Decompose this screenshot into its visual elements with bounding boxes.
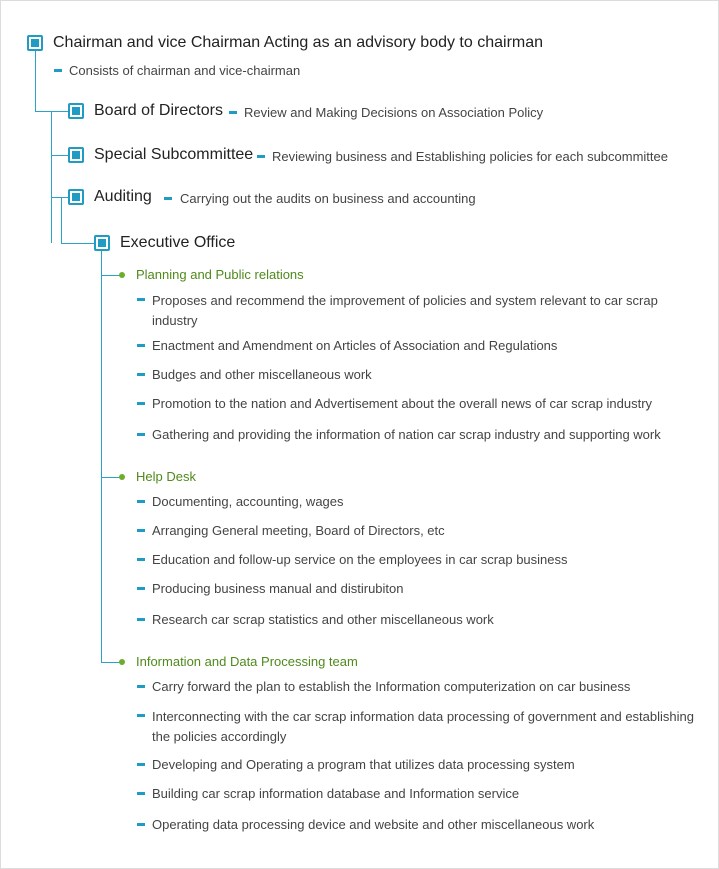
subcommittee-node-icon — [68, 147, 84, 163]
dash-icon — [137, 373, 145, 376]
dash-icon — [137, 618, 145, 621]
dash-icon — [137, 558, 145, 561]
team-item: Research car scrap statistics and other miscellaneous work — [152, 612, 494, 627]
subcommittee-title: Special Subcommittee — [94, 146, 254, 163]
team-item: Interconnecting with the car scrap information data processing of government and establishing the policies accordingly — [152, 709, 694, 744]
team-item: Promotion to the nation and Advertisement about the overall news of car scrap industry — [152, 396, 653, 411]
dash-icon — [257, 155, 265, 158]
dash-icon — [137, 763, 145, 766]
team-name: Planning and Public relations — [136, 267, 304, 282]
auditing-desc: Carrying out the audits on business and accounting — [180, 191, 476, 206]
dash-icon — [137, 298, 145, 301]
connector-executive — [61, 243, 95, 244]
board-node-icon — [68, 103, 84, 119]
chairman-title: Chairman and vice Chairman Acting as an advisory body to chairman — [53, 34, 544, 51]
connector-subcommittee — [51, 155, 69, 156]
team-item: Enactment and Amendment on Articles of Association and Regulations — [152, 338, 558, 353]
team-item: Arranging General meeting, Board of Directors, etc — [152, 523, 445, 538]
connector-teams — [101, 251, 102, 662]
connector-team-3 — [101, 662, 121, 663]
team-item: Producing business manual and distirubiton — [152, 581, 404, 596]
dash-icon — [229, 111, 237, 114]
dash-icon — [54, 69, 62, 72]
executive-node-icon — [94, 235, 110, 251]
connector-sub — [51, 111, 52, 243]
dash-icon — [137, 587, 145, 590]
connector-team-2 — [101, 477, 121, 478]
connector-exec — [61, 197, 62, 243]
connector-board — [35, 111, 69, 112]
chairman-note: Consists of chairman and vice-chairman — [69, 63, 301, 78]
dash-icon — [137, 500, 145, 503]
team-item: Budges and other miscellaneous work — [152, 367, 372, 382]
auditing-node-icon — [68, 189, 84, 205]
connector-auditing — [51, 197, 69, 198]
dash-icon — [137, 433, 145, 436]
auditing-title: Auditing — [94, 188, 152, 205]
team-item: Developing and Operating a program that utilizes data processing system — [152, 757, 575, 772]
team-name: Information and Data Processing team — [136, 654, 358, 669]
team-item: Gathering and providing the information of nation car scrap industry and supporting work — [152, 427, 661, 442]
subcommittee-desc: Reviewing business and Establishing policies for each subcommittee — [272, 149, 668, 164]
dash-icon — [137, 823, 145, 826]
dash-icon — [137, 344, 145, 347]
chairman-node-icon — [27, 35, 43, 51]
team-item: Operating data processing device and website and other miscellaneous work — [152, 817, 595, 832]
team-bullet-icon — [119, 474, 125, 480]
board-desc: Review and Making Decisions on Association Policy — [244, 105, 544, 120]
dash-icon — [137, 685, 145, 688]
team-bullet-icon — [119, 659, 125, 665]
team-item: Carry forward the plan to establish the Information computerization on car business — [152, 679, 631, 694]
dash-icon — [137, 792, 145, 795]
team-item: Education and follow-up service on the employees in car scrap business — [152, 552, 568, 567]
connector-team-1 — [101, 275, 121, 276]
team-item: Building car scrap information database and Information service — [152, 786, 520, 801]
team-bullet-icon — [119, 272, 125, 278]
team-name: Help Desk — [136, 469, 196, 484]
team-item: Proposes and recommend the improvement of policies and system relevant to car scrap industry — [152, 293, 658, 328]
dash-icon — [137, 402, 145, 405]
dash-icon — [164, 197, 172, 200]
dash-icon — [137, 529, 145, 532]
team-item: Documenting, accounting, wages — [152, 494, 344, 509]
connector-main — [35, 51, 36, 111]
dash-icon — [137, 714, 145, 717]
board-title: Board of Directors — [94, 102, 223, 119]
executive-title: Executive Office — [120, 234, 236, 251]
